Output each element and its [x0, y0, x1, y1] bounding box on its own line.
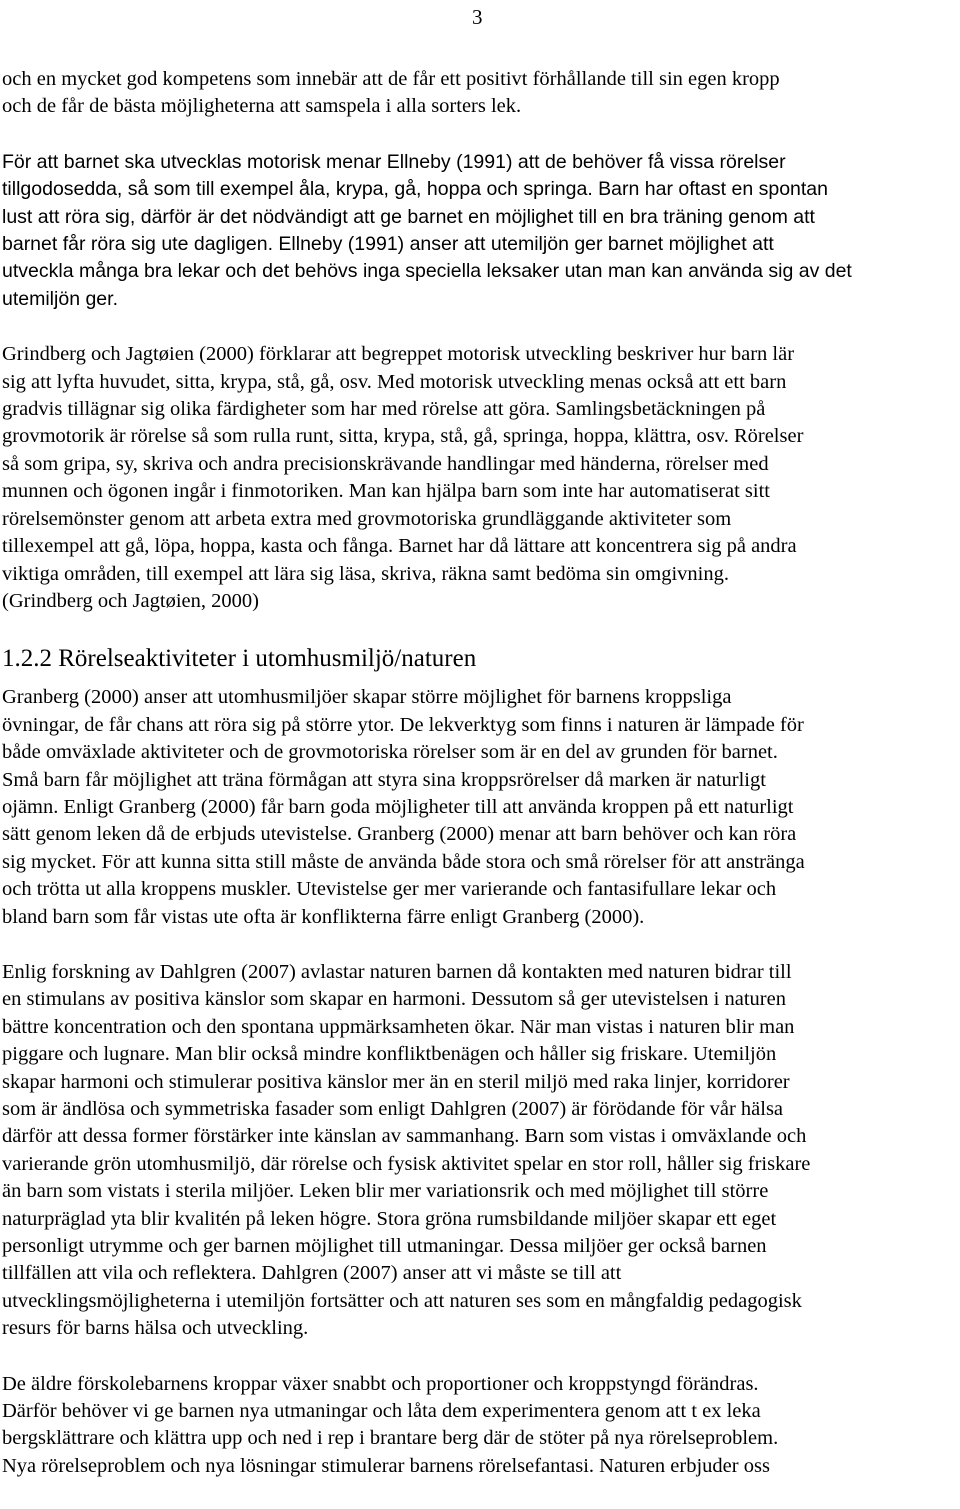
paragraph-5: Enlig forskning av Dahlgren (2007) avlastar naturen barnen då kontakten med naturen bidrar till en stimulans av positiva känslor som skapar en harmoni. Dessutom så ger utevistelsen i naturen bättre koncentration och den spontana uppmärksamheten ökar. När man vistas i naturen blir man piggare och lugnare. Man blir också mindre konfliktbenägen och håller sig friskare. Utemiljön skapar harmoni och stimulerar positiva känslor mer än en steril miljö med raka linjer, korridorer som är ändlösa och symmetriska fasader som enligt Dahlgren (2007) är förödande för vår hälsa därför att dessa former förstärker inte känslan av sammanhang. Barn som vistas i omväxlande och varierande grön utomhusmiljö, där rörelse och fysisk aktivitet spelar en stor roll, håller sig friskare än barn som vistats i sterila miljöer. Leken blir mer variationsrik och med möjlighet till större naturpräglad yta blir kvalitén på leken högre. Stora gröna rumsbildande miljöer skapar ett eget personligt utrymme och ger barnen möjlighet till utmaningar. Dessa miljöer ger också barnen tillfällen att vila och reflektera. Dahlgren (2007) anser att vi måste se till att utvecklingsmöjligheterna i utemiljön fortsätter och att naturen ses som en mångfaldig pedagogisk resurs för barns hälsa och utveckling. [2, 960, 811, 1340]
paragraph-2: För att barnet ska utvecklas motorisk menar Ellneby (1991) att de behöver få vissa rörelser tillgodosedda, så som till exempel åla, krypa, gå, hoppa och springa. Barn har oftast en spontan lust att röra sig, därför är det nödvändigt att ge barnet en möjlighet till en bra träning genom att barnet får röra sig ute dagligen. Ellneby (1991) anser att utemiljön ger barnet möjlighet att utveckla många bra lekar och det behövs inga speciella leksaker utan man kan använda sig av det utemiljön ger. [2, 150, 852, 310]
document-body [2, 66, 958, 1508]
paragraph-1: och en mycket god kompetens som innebär att de får ett positivt förhållande till sin egen kropp och de får de bästa möjligheterna att samspela i alla sorters lek. [2, 68, 780, 118]
section-heading: 1.2.2 Rörelseaktiviteter i utomhusmiljö/naturen [2, 645, 477, 673]
page-number: 3 [472, 5, 483, 29]
paragraph-4: Granberg (2000) anser att utomhusmiljöer skapar större möjlighet för barnens kroppsliga övningar, de får chans att röra sig på större ytor. De lekverktyg som finns i naturen är lämpade för både omväxlade aktiviteter och de grovmotoriska rörelser som är en del av grunden för barnet. Små barn får möjlighet att träna förmågan att styra sina kroppsrörelser då marken är naturligt ojämn. Enligt Granberg (2000) får barn goda möjligheter till att använda kroppen på ett naturligt sätt genom leken då de erbjuds utevistelse. Granberg (2000) menar att barn behöver och kan röra sig mycket. För att kunna sitta still måste de använda både stora och små rörelser för att anstränga och trötta ut alla kroppens muskler. Utevistelse ger mer varierande och fantasifullare lekar och bland barn som får vistas ute ofta är konflikterna färre enligt Granberg (2000). [2, 686, 805, 928]
paragraph-3: Grindberg och Jagtøien (2000) förklarar att begreppet motorisk utveckling beskriver hur barn lär sig att lyfta huvudet, sitta, krypa, stå, gå, osv. Med motorisk utveckling menas också att ett barn gradvis tillägnar sig olika färdigheter som har med rörelse att göra. Samlingsbetäckningen på grovmotorik är rörelse så som rulla runt, sitta, krypa, stå, gå, springa, hoppa, klättra, osv. Rörelser så som gripa, sy, skriva och andra precisionskrävande handlingar med händerna, rörelser med munnen och ögonen ingår i finmotoriken. Man kan hjälpa barn som inte har automatiserat sitt rörelsemönster genom att arbeta extra med grovmotoriska grundläggande aktiviteter som tillexempel att gå, löpa, hoppa, kasta och fånga. Barnet har då lättare att koncentrera sig på andra viktiga områden, till exempel att lära sig läsa, skriva, räkna samt bedöma sin omgivning. (Grindberg och Jagtøien, 2000) [2, 343, 804, 612]
paragraph-6: De äldre förskolebarnens kroppar växer snabbt och proportioner och kroppstyngd förändras. Därför behöver vi ge barnen nya utmaningar och låta dem experimentera genom att t ex leka bergsklättrare och klättra upp och ned i rep i brantare berg där de stöter på nya rörelseproblem. Nya rörelseproblem och nya lösningar stimulerar barnens rörelsefantasi. Naturen erbjuder oss [2, 1372, 779, 1477]
